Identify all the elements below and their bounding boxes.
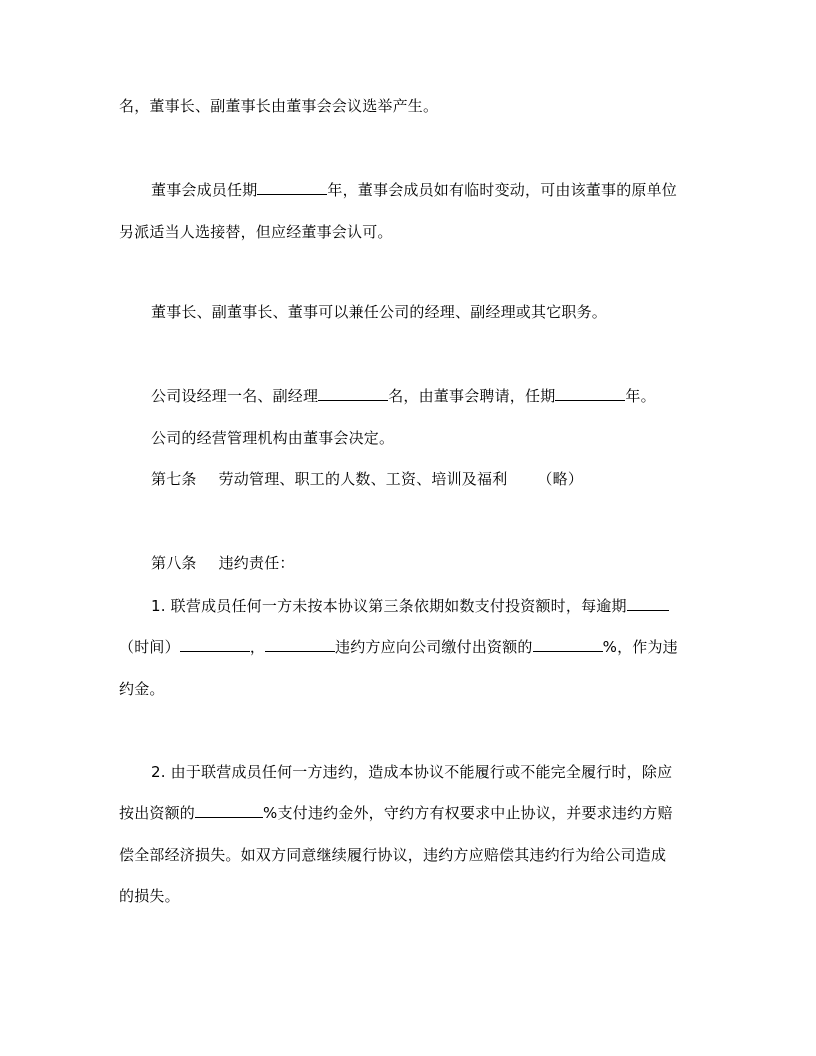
text: 违约方应向公司缴付出资额的: [335, 638, 533, 656]
text: （时间）: [119, 638, 180, 656]
text: 2. 由于联营成员任何一方违约，造成本协议不能履行或不能完全履行时，除应: [151, 763, 673, 781]
article-label: 第八条: [151, 554, 197, 572]
text: %，作为违: [602, 638, 678, 656]
text: 违约责任：: [218, 554, 295, 572]
text: 另派适当人选接替，但应经董事会认可。: [119, 223, 393, 241]
paragraph-line: [119, 637, 678, 657]
text: 年，董事会成员如有临时变动，可由该董事的原单位: [327, 181, 678, 199]
fill-blank: [257, 180, 327, 195]
text: 偿全部经济损失。如双方同意继续履行协议，违约方应赔偿其违约行为给公司造成: [119, 846, 667, 864]
text: 的损失。: [119, 887, 180, 905]
text: ，: [249, 638, 266, 656]
paragraph-line: [151, 428, 394, 448]
text: 1. 联营成员任何一方未按本协议第三条依期如数支付投资额时，每逾期: [151, 597, 627, 615]
article-label: 第七条: [151, 470, 197, 488]
fill-blank: [265, 637, 335, 652]
paragraph-line: [151, 596, 669, 616]
paragraph-line: [119, 222, 393, 242]
paragraph-line: [119, 845, 666, 865]
paragraph-line: [151, 302, 607, 322]
text: 名，由董事会聘请，任期: [388, 387, 556, 405]
paragraph-line: [151, 386, 656, 406]
fill-blank: [318, 386, 388, 401]
article-8-heading: [151, 553, 295, 573]
text: （略）: [537, 470, 584, 488]
text: 年。: [625, 387, 656, 405]
text: 公司的经营管理机构由董事会决定。: [151, 429, 395, 447]
fill-blank: [555, 386, 625, 401]
fill-blank: [533, 637, 603, 652]
text: 董事会成员任期: [151, 181, 258, 199]
text: 公司设经理一名、副经理: [151, 387, 319, 405]
fill-blank: [195, 803, 263, 818]
text: 董事长、副董事长、董事可以兼任公司的经理、副经理或其它职务。: [151, 303, 608, 321]
paragraph-line: [119, 96, 438, 116]
text: 名，董事长、副董事长由董事会会议选举产生。: [119, 97, 439, 115]
text: %支付违约金外，守约方有权要求中止协议，并要求违约方赔: [263, 804, 673, 822]
paragraph-line: [119, 886, 180, 906]
article-7-heading: [151, 469, 583, 489]
paragraph-line: [119, 803, 673, 823]
paragraph-line: [151, 762, 672, 782]
text: 约金。: [119, 680, 165, 698]
paragraph-line: [119, 679, 165, 699]
text: 按出资额的: [119, 804, 196, 822]
paragraph-line: [151, 180, 677, 200]
text: 劳动管理、职工的人数、工资、培训及福利: [218, 470, 508, 488]
fill-blank: [180, 637, 250, 652]
fill-blank: [627, 596, 669, 611]
